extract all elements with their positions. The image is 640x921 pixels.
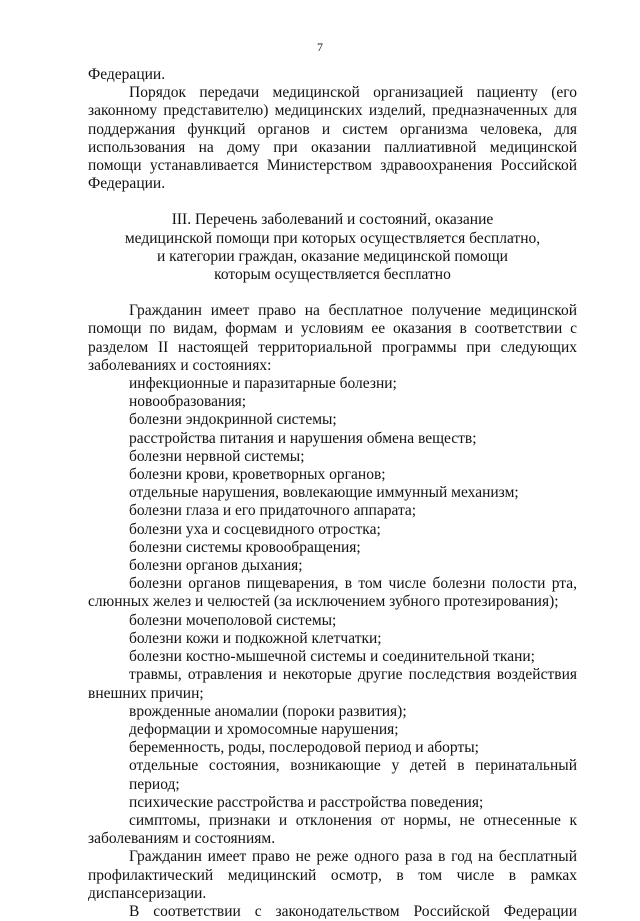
- condition-item: болезни костно-мышечной системы и соединительной ткани;: [129, 648, 535, 666]
- section-heading-line: которым осуществляется бесплатно: [214, 266, 451, 284]
- condition-item: травмы, отравления и некоторые другие последствия воздействия внешних причин;: [88, 666, 577, 702]
- condition-item: врожденные аномалии (пороки развития);: [129, 702, 407, 720]
- condition-item: отдельные состояния, возникающие у детей в перинатальный период;: [129, 757, 577, 793]
- condition-item: болезни системы кровообращения;: [129, 538, 361, 556]
- condition-item: болезни крови, кроветворных органов;: [129, 466, 386, 484]
- section-heading-line: III. Перечень заболеваний и состояний, оказание: [171, 211, 494, 229]
- section-heading-line: медицинской помощи при которых осуществляется бесплатно,: [124, 229, 541, 247]
- condition-item: болезни кожи и подкожной клетчатки;: [129, 629, 382, 647]
- document-body: [88, 66, 577, 921]
- condition-item: расстройства питания и нарушения обмена веществ;: [129, 429, 477, 447]
- condition-item: инфекционные и паразитарные болезни;: [129, 375, 397, 393]
- conditions-list: [88, 375, 577, 848]
- page-number: 7: [317, 40, 323, 54]
- continuation-text: Федерации.: [88, 66, 166, 83]
- condition-item: болезни уха и сосцевидного отростка;: [129, 520, 381, 538]
- condition-item: болезни мочеполовой системы;: [129, 611, 337, 629]
- condition-item: беременность, роды, послеродовой период и аборты;: [129, 739, 479, 757]
- condition-item: болезни нервной системы;: [129, 447, 305, 465]
- medical-devices-paragraph: Порядок передачи медицинской организацией пациенту (его законному представителю) медицинских изделий, предназначенных для поддержания функций органов и систем организма человека, для использования на дому при оказании паллиативной медицинской помощи устанавливается Министерством здравоохранения Российской Федерации.: [88, 84, 577, 193]
- section-heading: [88, 211, 577, 284]
- section-heading-line: и категории граждан, оказание медицинской помощи: [157, 247, 508, 265]
- condition-item: новообразования;: [129, 393, 247, 411]
- condition-item: симптомы, признаки и отклонения от нормы, не отнесенные к заболеваниям и состояниям.: [88, 811, 577, 848]
- condition-item: болезни органов пищеварения, в том числе болезни полости рта, слюнных желез и челюстей (за исключением зубного протезирования);: [88, 575, 577, 611]
- condition-item: болезни органов дыхания;: [129, 557, 303, 575]
- checkup-paragraph: Гражданин имеет право не реже одного раза в год на бесплатный профилактический медицинский осмотр, в том числе в рамках диспансеризации.: [88, 848, 577, 902]
- condition-item: деформации и хромосомные нарушения;: [129, 720, 399, 738]
- condition-item: психические расстройства и расстройства поведения;: [129, 793, 484, 811]
- condition-item: болезни глаза и его придаточного аппарата;: [129, 502, 417, 520]
- condition-item: болезни эндокринной системы;: [129, 411, 337, 429]
- condition-item: отдельные нарушения, вовлекающие иммунный механизм;: [129, 484, 519, 502]
- final-line: В соответствии с законодательством Российской Федерации: [129, 902, 577, 920]
- rights-paragraph: Гражданин имеет право на бесплатное получение медицинской помощи по видам, формам и условиям ее оказания в соответствии с разделом II настоящей территориальной программы при следующих заболеваниях и состояниях:: [88, 302, 577, 374]
